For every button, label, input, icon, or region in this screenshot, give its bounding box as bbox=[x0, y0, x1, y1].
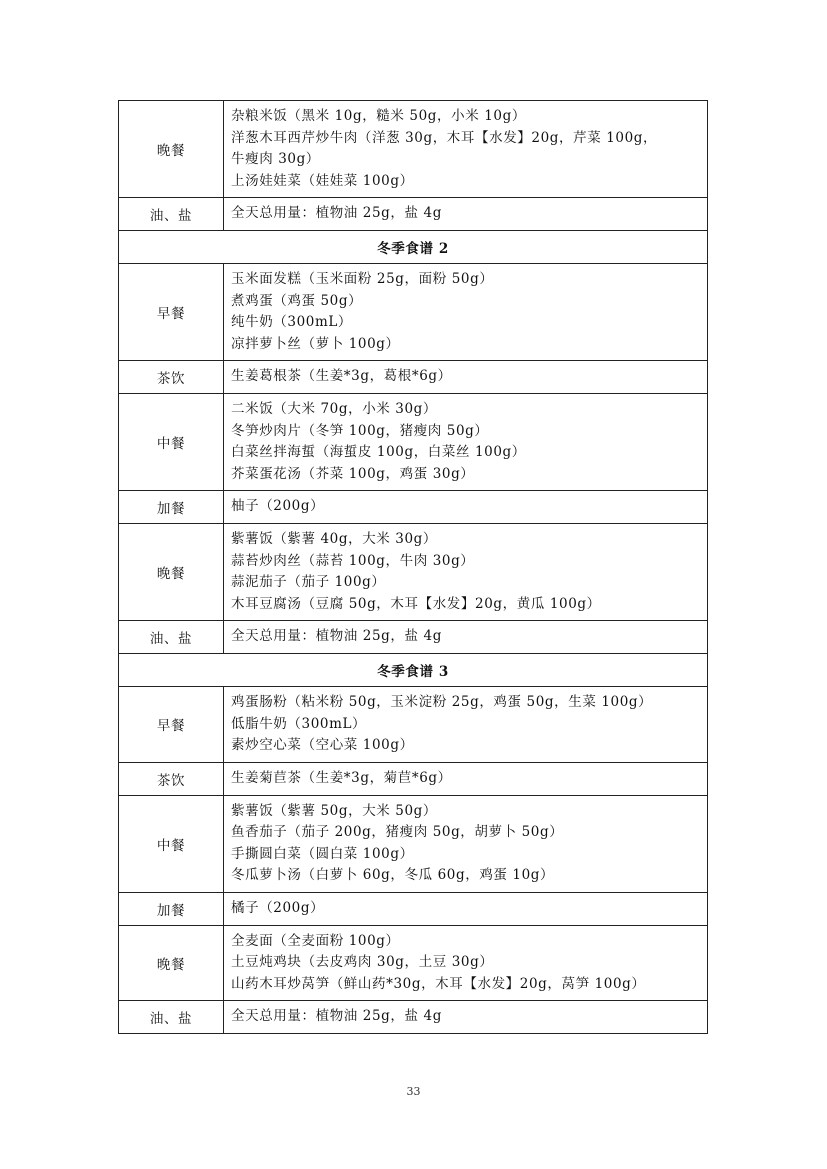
meal-label: 早餐 bbox=[119, 264, 224, 361]
food-item: 全天总用量：植物油 25g，盐 4g bbox=[231, 205, 442, 222]
meal-row bbox=[119, 361, 708, 394]
meal-items bbox=[224, 361, 708, 394]
meal-label: 早餐 bbox=[119, 687, 224, 763]
meal-items bbox=[224, 1001, 708, 1034]
page-number: 33 bbox=[406, 1085, 421, 1098]
food-item: 橘子（200g） bbox=[231, 899, 325, 916]
food-item: 低脂牛奶（300mL） bbox=[231, 715, 367, 732]
food-item: 冬瓜萝卜汤（白萝卜 60g，冬瓜 60g，鸡蛋 10g） bbox=[231, 867, 555, 883]
meal-label: 茶饮 bbox=[119, 361, 224, 394]
recipe-table bbox=[118, 100, 708, 1034]
meal-label: 晚餐 bbox=[119, 101, 224, 198]
meal-row bbox=[119, 621, 708, 654]
meal-items bbox=[224, 524, 708, 621]
food-item: 土豆炖鸡块（去皮鸡肉 30g，土豆 30g） bbox=[231, 954, 494, 970]
food-item: 凉拌萝卜丝（萝卜 100g） bbox=[231, 335, 400, 352]
food-item: 上汤娃娃菜（娃娃菜 100g） bbox=[231, 172, 414, 189]
meal-items bbox=[224, 925, 708, 1001]
food-item: 蒜泥茄子（茄子 100g） bbox=[231, 574, 386, 590]
meal-items bbox=[224, 198, 708, 231]
food-item: 煮鸡蛋（鸡蛋 50g） bbox=[231, 292, 363, 309]
food-item: 杂粮米饭（黑米 10g，糙米 50g，小米 10g） bbox=[231, 108, 526, 124]
meal-items bbox=[224, 394, 708, 491]
meal-row bbox=[119, 198, 708, 231]
meal-items bbox=[224, 795, 708, 892]
food-item: 生姜葛根茶（生姜*3g，葛根*6g） bbox=[231, 368, 452, 385]
meal-items bbox=[224, 687, 708, 763]
meal-row bbox=[119, 101, 708, 198]
food-item: 冬笋炒肉片（冬笋 100g，猪瘦肉 50g） bbox=[231, 422, 489, 439]
meal-label: 晚餐 bbox=[119, 524, 224, 621]
meal-row bbox=[119, 762, 708, 795]
recipe-table-body bbox=[119, 101, 708, 1034]
section-title: 冬季食谱 2 bbox=[119, 231, 708, 264]
meal-row bbox=[119, 687, 708, 763]
section-header-row bbox=[119, 654, 708, 687]
meal-row bbox=[119, 394, 708, 491]
section-title: 冬季食谱 3 bbox=[119, 654, 708, 687]
meal-items bbox=[224, 101, 708, 198]
section-header-row bbox=[119, 231, 708, 264]
food-item: 二米饭（大米 70g，小米 30g） bbox=[231, 401, 438, 417]
meal-label: 加餐 bbox=[119, 892, 224, 925]
food-item: 木耳豆腐汤（豆腐 50g，木耳【水发】20g，黄瓜 100g） bbox=[231, 595, 601, 612]
meal-label: 油、盐 bbox=[119, 621, 224, 654]
meal-items bbox=[224, 264, 708, 361]
food-item: 全麦面（全麦面粉 100g） bbox=[231, 932, 400, 949]
meal-items bbox=[224, 491, 708, 524]
meal-label: 晚餐 bbox=[119, 925, 224, 1001]
meal-label: 中餐 bbox=[119, 394, 224, 491]
meal-row bbox=[119, 491, 708, 524]
food-item: 手撕圆白菜（圆白菜 100g） bbox=[231, 845, 414, 862]
food-item: 白菜丝拌海蜇（海蜇皮 100g，白菜丝 100g） bbox=[231, 444, 526, 460]
food-item: 鸡蛋肠粉（粘米粉 50g，玉米淀粉 25g，鸡蛋 50g，生菜 100g） bbox=[231, 694, 653, 710]
food-item: 洋葱木耳西芹炒牛肉（洋葱 30g，木耳【水发】20g，芹菜 100g， bbox=[231, 129, 658, 146]
meal-label: 茶饮 bbox=[119, 762, 224, 795]
meal-label: 油、盐 bbox=[119, 198, 224, 231]
food-item: 紫薯饭（紫薯 40g，大米 30g） bbox=[231, 531, 438, 547]
meal-label: 中餐 bbox=[119, 795, 224, 892]
food-item: 蒜苔炒肉丝（蒜苔 100g，牛肉 30g） bbox=[231, 552, 475, 569]
food-item: 紫薯饭（紫薯 50g，大米 50g） bbox=[231, 802, 438, 819]
food-item: 牛瘦肉 30g） bbox=[231, 151, 320, 167]
meal-items bbox=[224, 621, 708, 654]
food-item: 全天总用量：植物油 25g，盐 4g bbox=[231, 1008, 442, 1025]
meal-items bbox=[224, 762, 708, 795]
meal-label: 油、盐 bbox=[119, 1001, 224, 1034]
food-item: 生姜菊苣茶（生姜*3g，菊苣*6g） bbox=[231, 769, 452, 786]
food-item: 素炒空心菜（空心菜 100g） bbox=[231, 737, 414, 753]
meal-row bbox=[119, 264, 708, 361]
meal-items bbox=[224, 892, 708, 925]
meal-row bbox=[119, 795, 708, 892]
meal-label: 加餐 bbox=[119, 491, 224, 524]
food-item: 柚子（200g） bbox=[231, 498, 325, 515]
meal-row bbox=[119, 925, 708, 1001]
food-item: 全天总用量：植物油 25g，盐 4g bbox=[231, 628, 442, 645]
meal-row bbox=[119, 524, 708, 621]
food-item: 鱼香茄子（茄子 200g，猪瘦肉 50g，胡萝卜 50g） bbox=[231, 824, 564, 840]
food-item: 山药木耳炒莴笋（鲜山药*30g，木耳【水发】20g，莴笋 100g） bbox=[231, 975, 646, 992]
meal-row bbox=[119, 892, 708, 925]
food-item: 纯牛奶（300mL） bbox=[231, 314, 353, 330]
food-item: 玉米面发糕（玉米面粉 25g，面粉 50g） bbox=[231, 271, 494, 287]
food-item: 芥菜蛋花汤（芥菜 100g，鸡蛋 30g） bbox=[231, 465, 475, 482]
meal-row bbox=[119, 1001, 708, 1034]
